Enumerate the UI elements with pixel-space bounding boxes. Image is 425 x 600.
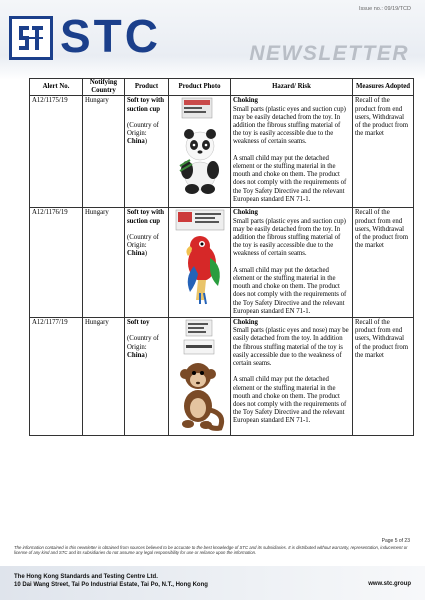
column-header-photo: Product Photo bbox=[169, 79, 231, 96]
product-photo-cell bbox=[169, 318, 231, 436]
alert-no-cell: A12/1176/19 bbox=[30, 208, 83, 318]
column-header-alert-no: Alert No. bbox=[30, 79, 83, 96]
product-cell bbox=[125, 96, 169, 208]
product-cell bbox=[125, 318, 169, 436]
measures-cell: Recall of the product from end users, Withdrawal of the product from the market bbox=[353, 96, 414, 208]
hazard-consequence: A small child may put the detached element or the stuffing material in the mouth and choke on them. The product does not comply with the requirements of the Toy Safety Directive and the relevant European standard EN 71-1. bbox=[233, 376, 347, 425]
disclaimer-text: The information contained in this newsletter is obtained from sources believed to be accurate to the best knowledge of STC and its subsidiaries. It is distributed without warranty, representation, inducement or license of any kind and STC and its subsidiaries do not assume any legal responsibility for use or reliance upon the information. bbox=[14, 545, 408, 556]
origin-info: (Country of Origin: China) bbox=[127, 335, 159, 359]
hazard-title: Choking bbox=[233, 97, 258, 105]
company-name: The Hong Kong Standards and Testing Centre Ltd. bbox=[14, 574, 158, 580]
column-header-hazard: Hazard/ Risk bbox=[231, 79, 353, 96]
hazard-title: Choking bbox=[233, 209, 258, 217]
alert-no-cell: A12/1175/19 bbox=[30, 96, 83, 208]
table-header-row bbox=[30, 79, 414, 96]
monkey-toy-photo bbox=[170, 318, 230, 432]
stc-logo-icon bbox=[9, 16, 53, 60]
logo-text: STC bbox=[60, 10, 161, 62]
product-name: Soft toy with suction cup bbox=[127, 97, 165, 113]
hazard-cell bbox=[231, 208, 353, 318]
hazard-consequence: A small child may put the detached element or the stuffing material in the mouth and choke on them. The product does not comply with the requirements of the Toy Safety Directive and the relevant European standard EN 71-1. bbox=[233, 154, 347, 203]
product-name: Soft toy with suction cup bbox=[127, 209, 165, 225]
page-number: Page 5 of 23 bbox=[381, 538, 410, 544]
column-header-measures: Measures Adopted bbox=[353, 79, 414, 96]
product-photo-cell bbox=[169, 208, 231, 318]
hazard-title: Choking bbox=[233, 319, 258, 327]
country-cell: Hungary bbox=[83, 208, 125, 318]
hazard-description: Small parts (plastic eyes and suction cup) may be easily detached from the toy. In addition the fibrous stuffing material of the toy is easily accessible due to the weakness of certain seams. bbox=[233, 105, 346, 146]
hazard-consequence: A small child may put the detached element or the stuffing material in the mouth and choke on them. The product does not comply with the requirements of the Toy Safety Directive and the relevant European standard EN 71-1. bbox=[233, 266, 347, 315]
origin-info: (Country of Origin: China) bbox=[127, 234, 159, 258]
parrot-toy-photo bbox=[170, 208, 230, 308]
panda-toy-photo bbox=[170, 96, 230, 196]
origin-info: (Country of Origin: China) bbox=[127, 122, 159, 146]
hazard-cell bbox=[231, 96, 353, 208]
column-header-country: Notifying Country bbox=[83, 79, 125, 96]
product-name: Soft toy bbox=[127, 319, 150, 327]
hazard-description: Small parts (plastic eyes and nose) may be easily detached from the toy. In addition the fibrous stuffing material of the toy is easily accessible due to the weakness of certain seams. bbox=[233, 327, 349, 368]
column-header-product: Product bbox=[125, 79, 169, 96]
table-row bbox=[30, 208, 414, 318]
measures-cell: Recall of the product from end users, Withdrawal of the product from the market bbox=[353, 318, 414, 436]
alerts-table bbox=[29, 78, 414, 436]
newsletter-title: NEWSLETTER bbox=[249, 42, 409, 65]
table-row bbox=[30, 96, 414, 208]
issue-number: Issue no.: 09/19/TCD bbox=[359, 6, 411, 12]
country-cell: Hungary bbox=[83, 96, 125, 208]
company-info bbox=[14, 573, 208, 589]
product-photo-cell bbox=[169, 96, 231, 208]
hazard-cell bbox=[231, 318, 353, 436]
country-cell: Hungary bbox=[83, 318, 125, 436]
hazard-description: Small parts (plastic eyes and suction cup) may be easily detached from the toy. In addition the fibrous stuffing material of the toy is easily accessible due to the weakness of certain seams. bbox=[233, 217, 346, 258]
website-link[interactable]: www.stc.group bbox=[368, 581, 411, 587]
table-row bbox=[30, 318, 414, 436]
company-address: 10 Dai Wang Street, Tai Po Industrial Estate, Tai Po, N.T., Hong Kong bbox=[14, 582, 208, 588]
alert-no-cell: A12/1177/19 bbox=[30, 318, 83, 436]
measures-cell: Recall of the product from end users, Withdrawal of the product from the market bbox=[353, 208, 414, 318]
product-cell bbox=[125, 208, 169, 318]
